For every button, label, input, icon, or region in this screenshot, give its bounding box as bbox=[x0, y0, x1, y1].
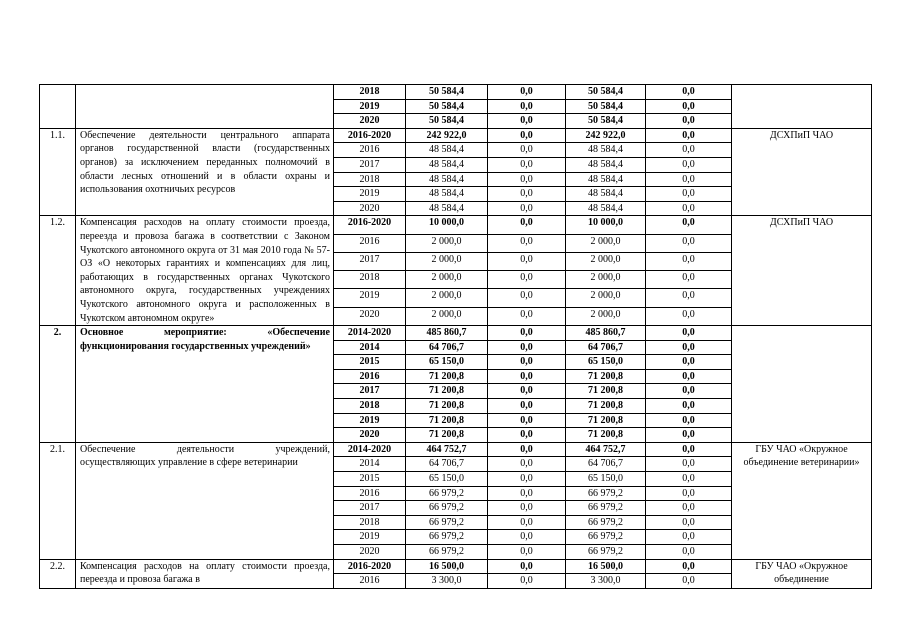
amount-total-cell: 50 584,4 bbox=[406, 85, 488, 100]
amount-regional-cell: 242 922,0 bbox=[566, 128, 646, 143]
year-cell: 2014 bbox=[334, 457, 406, 472]
amount-total-cell: 2 000,0 bbox=[406, 271, 488, 289]
amount-federal-cell: 0,0 bbox=[488, 289, 566, 307]
amount-regional-cell: 48 584,4 bbox=[566, 187, 646, 202]
amount-other-cell: 0,0 bbox=[646, 85, 732, 100]
amount-regional-cell: 71 200,8 bbox=[566, 413, 646, 428]
amount-total-cell: 66 979,2 bbox=[406, 515, 488, 530]
amount-regional-cell: 2 000,0 bbox=[566, 252, 646, 270]
amount-federal-cell: 0,0 bbox=[488, 216, 566, 234]
amount-regional-cell: 485 860,7 bbox=[566, 326, 646, 341]
amount-total-cell: 71 200,8 bbox=[406, 384, 488, 399]
amount-regional-cell: 48 584,4 bbox=[566, 201, 646, 216]
year-cell: 2016 bbox=[334, 486, 406, 501]
item-executor: ДСХПиП ЧАО bbox=[732, 216, 872, 326]
amount-other-cell: 0,0 bbox=[646, 428, 732, 443]
amount-federal-cell: 0,0 bbox=[488, 486, 566, 501]
amount-other-cell: 0,0 bbox=[646, 530, 732, 545]
amount-total-cell: 48 584,4 bbox=[406, 157, 488, 172]
amount-regional-cell: 71 200,8 bbox=[566, 384, 646, 399]
year-cell: 2017 bbox=[334, 384, 406, 399]
amount-other-cell: 0,0 bbox=[646, 99, 732, 114]
amount-total-cell: 71 200,8 bbox=[406, 428, 488, 443]
amount-federal-cell: 0,0 bbox=[488, 128, 566, 143]
amount-other-cell: 0,0 bbox=[646, 457, 732, 472]
amount-total-cell: 48 584,4 bbox=[406, 143, 488, 158]
amount-other-cell: 0,0 bbox=[646, 271, 732, 289]
amount-federal-cell: 0,0 bbox=[488, 384, 566, 399]
amount-federal-cell: 0,0 bbox=[488, 143, 566, 158]
amount-regional-cell: 50 584,4 bbox=[566, 114, 646, 129]
amount-federal-cell: 0,0 bbox=[488, 369, 566, 384]
budget-table bbox=[39, 84, 872, 589]
year-cell: 2015 bbox=[334, 472, 406, 487]
year-cell: 2017 bbox=[334, 157, 406, 172]
number-cell bbox=[40, 85, 76, 129]
amount-total-cell: 71 200,8 bbox=[406, 399, 488, 414]
amount-regional-cell: 65 150,0 bbox=[566, 472, 646, 487]
amount-other-cell: 0,0 bbox=[646, 289, 732, 307]
item-executor: ГБУ ЧАО «Окружное объединение ветеринарии» bbox=[732, 442, 872, 559]
amount-federal-cell: 0,0 bbox=[488, 187, 566, 202]
table-row bbox=[40, 216, 872, 234]
amount-total-cell: 71 200,8 bbox=[406, 413, 488, 428]
table-row bbox=[40, 559, 872, 574]
amount-regional-cell: 48 584,4 bbox=[566, 143, 646, 158]
amount-federal-cell: 0,0 bbox=[488, 307, 566, 325]
amount-regional-cell: 48 584,4 bbox=[566, 172, 646, 187]
year-cell: 2016 bbox=[334, 234, 406, 252]
year-cell: 2016-2020 bbox=[334, 128, 406, 143]
item-description: Основное мероприятие: «Обеспечение функционирования государственных учреждений» bbox=[76, 326, 334, 443]
amount-total-cell: 242 922,0 bbox=[406, 128, 488, 143]
item-executor: ГБУ ЧАО «Окружное объединение bbox=[732, 559, 872, 588]
year-cell: 2018 bbox=[334, 515, 406, 530]
amount-federal-cell: 0,0 bbox=[488, 340, 566, 355]
year-cell: 2020 bbox=[334, 428, 406, 443]
amount-other-cell: 0,0 bbox=[646, 143, 732, 158]
amount-regional-cell: 2 000,0 bbox=[566, 289, 646, 307]
amount-other-cell: 0,0 bbox=[646, 355, 732, 370]
year-cell: 2017 bbox=[334, 252, 406, 270]
year-cell: 2019 bbox=[334, 413, 406, 428]
amount-total-cell: 3 300,0 bbox=[406, 574, 488, 589]
amount-other-cell: 0,0 bbox=[646, 369, 732, 384]
amount-federal-cell: 0,0 bbox=[488, 326, 566, 341]
amount-other-cell: 0,0 bbox=[646, 187, 732, 202]
amount-federal-cell: 0,0 bbox=[488, 172, 566, 187]
amount-regional-cell: 2 000,0 bbox=[566, 307, 646, 325]
amount-total-cell: 464 752,7 bbox=[406, 442, 488, 457]
amount-other-cell: 0,0 bbox=[646, 413, 732, 428]
amount-other-cell: 0,0 bbox=[646, 216, 732, 234]
amount-total-cell: 66 979,2 bbox=[406, 486, 488, 501]
amount-other-cell: 0,0 bbox=[646, 501, 732, 516]
amount-total-cell: 64 706,7 bbox=[406, 457, 488, 472]
amount-federal-cell: 0,0 bbox=[488, 501, 566, 516]
amount-federal-cell: 0,0 bbox=[488, 428, 566, 443]
amount-regional-cell: 64 706,7 bbox=[566, 340, 646, 355]
amount-total-cell: 2 000,0 bbox=[406, 307, 488, 325]
amount-other-cell: 0,0 bbox=[646, 157, 732, 172]
amount-federal-cell: 0,0 bbox=[488, 545, 566, 560]
year-cell: 2016-2020 bbox=[334, 559, 406, 574]
item-description: Компенсация расходов на оплату стоимости проезда, переезда и провоза багажа в bbox=[76, 559, 334, 588]
item-number: 2. bbox=[40, 326, 76, 443]
amount-regional-cell: 66 979,2 bbox=[566, 545, 646, 560]
amount-federal-cell: 0,0 bbox=[488, 472, 566, 487]
amount-federal-cell: 0,0 bbox=[488, 271, 566, 289]
year-cell: 2020 bbox=[334, 114, 406, 129]
amount-federal-cell: 0,0 bbox=[488, 355, 566, 370]
amount-regional-cell: 66 979,2 bbox=[566, 501, 646, 516]
amount-regional-cell: 50 584,4 bbox=[566, 99, 646, 114]
year-cell: 2016 bbox=[334, 369, 406, 384]
amount-other-cell: 0,0 bbox=[646, 307, 732, 325]
amount-other-cell: 0,0 bbox=[646, 559, 732, 574]
table-row bbox=[40, 85, 872, 100]
year-cell: 2016 bbox=[334, 574, 406, 589]
amount-regional-cell: 16 500,0 bbox=[566, 559, 646, 574]
amount-regional-cell: 66 979,2 bbox=[566, 515, 646, 530]
amount-other-cell: 0,0 bbox=[646, 234, 732, 252]
amount-other-cell: 0,0 bbox=[646, 384, 732, 399]
amount-regional-cell: 10 000,0 bbox=[566, 216, 646, 234]
amount-federal-cell: 0,0 bbox=[488, 399, 566, 414]
amount-federal-cell: 0,0 bbox=[488, 442, 566, 457]
budget-table-body bbox=[40, 85, 872, 589]
amount-federal-cell: 0,0 bbox=[488, 157, 566, 172]
table-row bbox=[40, 128, 872, 143]
item-number: 1.2. bbox=[40, 216, 76, 326]
amount-regional-cell: 2 000,0 bbox=[566, 271, 646, 289]
amount-total-cell: 2 000,0 bbox=[406, 289, 488, 307]
year-cell: 2016-2020 bbox=[334, 216, 406, 234]
amount-regional-cell: 71 200,8 bbox=[566, 369, 646, 384]
amount-other-cell: 0,0 bbox=[646, 172, 732, 187]
amount-other-cell: 0,0 bbox=[646, 340, 732, 355]
amount-federal-cell: 0,0 bbox=[488, 85, 566, 100]
year-cell: 2015 bbox=[334, 355, 406, 370]
description-cell bbox=[76, 85, 334, 129]
amount-federal-cell: 0,0 bbox=[488, 99, 566, 114]
amount-other-cell: 0,0 bbox=[646, 128, 732, 143]
amount-regional-cell: 65 150,0 bbox=[566, 355, 646, 370]
year-cell: 2016 bbox=[334, 143, 406, 158]
year-cell: 2019 bbox=[334, 530, 406, 545]
amount-total-cell: 10 000,0 bbox=[406, 216, 488, 234]
amount-federal-cell: 0,0 bbox=[488, 457, 566, 472]
amount-total-cell: 48 584,4 bbox=[406, 201, 488, 216]
amount-other-cell: 0,0 bbox=[646, 326, 732, 341]
amount-regional-cell: 66 979,2 bbox=[566, 486, 646, 501]
amount-federal-cell: 0,0 bbox=[488, 252, 566, 270]
amount-other-cell: 0,0 bbox=[646, 252, 732, 270]
amount-other-cell: 0,0 bbox=[646, 486, 732, 501]
amount-total-cell: 66 979,2 bbox=[406, 545, 488, 560]
amount-other-cell: 0,0 bbox=[646, 114, 732, 129]
table-row bbox=[40, 442, 872, 457]
amount-federal-cell: 0,0 bbox=[488, 515, 566, 530]
year-cell: 2020 bbox=[334, 201, 406, 216]
year-cell: 2018 bbox=[334, 172, 406, 187]
amount-other-cell: 0,0 bbox=[646, 472, 732, 487]
item-description: Обеспечение деятельности центрального аппарата органов государственной власти (государственных органов) за исключением переданных полномочий в области лесных отношений и в области охраны и использования охотничьих ресурсов bbox=[76, 128, 334, 216]
amount-federal-cell: 0,0 bbox=[488, 234, 566, 252]
year-cell: 2019 bbox=[334, 289, 406, 307]
amount-total-cell: 66 979,2 bbox=[406, 530, 488, 545]
item-number: 2.2. bbox=[40, 559, 76, 588]
amount-federal-cell: 0,0 bbox=[488, 530, 566, 545]
amount-total-cell: 50 584,4 bbox=[406, 99, 488, 114]
amount-federal-cell: 0,0 bbox=[488, 114, 566, 129]
amount-total-cell: 71 200,8 bbox=[406, 369, 488, 384]
year-cell: 2014-2020 bbox=[334, 442, 406, 457]
item-number: 2.1. bbox=[40, 442, 76, 559]
amount-regional-cell: 66 979,2 bbox=[566, 530, 646, 545]
amount-total-cell: 66 979,2 bbox=[406, 501, 488, 516]
amount-regional-cell: 3 300,0 bbox=[566, 574, 646, 589]
amount-other-cell: 0,0 bbox=[646, 545, 732, 560]
amount-regional-cell: 2 000,0 bbox=[566, 234, 646, 252]
year-cell: 2019 bbox=[334, 99, 406, 114]
amount-regional-cell: 50 584,4 bbox=[566, 85, 646, 100]
item-number: 1.1. bbox=[40, 128, 76, 216]
amount-total-cell: 48 584,4 bbox=[406, 187, 488, 202]
amount-other-cell: 0,0 bbox=[646, 442, 732, 457]
table-row bbox=[40, 326, 872, 341]
amount-total-cell: 48 584,4 bbox=[406, 172, 488, 187]
amount-other-cell: 0,0 bbox=[646, 574, 732, 589]
executor-cell bbox=[732, 85, 872, 129]
amount-total-cell: 64 706,7 bbox=[406, 340, 488, 355]
amount-federal-cell: 0,0 bbox=[488, 201, 566, 216]
item-executor: ДСХПиП ЧАО bbox=[732, 128, 872, 216]
amount-total-cell: 65 150,0 bbox=[406, 472, 488, 487]
amount-regional-cell: 64 706,7 bbox=[566, 457, 646, 472]
amount-other-cell: 0,0 bbox=[646, 515, 732, 530]
amount-total-cell: 2 000,0 bbox=[406, 252, 488, 270]
year-cell: 2014 bbox=[334, 340, 406, 355]
amount-regional-cell: 71 200,8 bbox=[566, 399, 646, 414]
amount-total-cell: 16 500,0 bbox=[406, 559, 488, 574]
item-executor bbox=[732, 326, 872, 443]
year-cell: 2018 bbox=[334, 399, 406, 414]
year-cell: 2017 bbox=[334, 501, 406, 516]
amount-regional-cell: 464 752,7 bbox=[566, 442, 646, 457]
amount-total-cell: 50 584,4 bbox=[406, 114, 488, 129]
amount-regional-cell: 48 584,4 bbox=[566, 157, 646, 172]
amount-total-cell: 2 000,0 bbox=[406, 234, 488, 252]
amount-regional-cell: 71 200,8 bbox=[566, 428, 646, 443]
amount-federal-cell: 0,0 bbox=[488, 413, 566, 428]
year-cell: 2019 bbox=[334, 187, 406, 202]
amount-total-cell: 65 150,0 bbox=[406, 355, 488, 370]
amount-other-cell: 0,0 bbox=[646, 201, 732, 216]
year-cell: 2018 bbox=[334, 271, 406, 289]
year-cell: 2014-2020 bbox=[334, 326, 406, 341]
year-cell: 2018 bbox=[334, 85, 406, 100]
amount-federal-cell: 0,0 bbox=[488, 574, 566, 589]
amount-other-cell: 0,0 bbox=[646, 399, 732, 414]
amount-total-cell: 485 860,7 bbox=[406, 326, 488, 341]
amount-federal-cell: 0,0 bbox=[488, 559, 566, 574]
item-description: Обеспечение деятельности учреждений, осуществляющих управление в сфере ветеринарии bbox=[76, 442, 334, 559]
item-description: Компенсация расходов на оплату стоимости проезда, переезда и провоза багажа в соответствии с Законом Чукотского автономного округа от 31 мая 2010 года № 57-ОЗ «О некоторых гарантиях и компенсациях для лиц, работающих в государственных органах Чукотского автономного округа, государственных учреждениях Чукотского автономного округа и расположенных в Чукотском автономном округе» bbox=[76, 216, 334, 326]
year-cell: 2020 bbox=[334, 307, 406, 325]
year-cell: 2020 bbox=[334, 545, 406, 560]
